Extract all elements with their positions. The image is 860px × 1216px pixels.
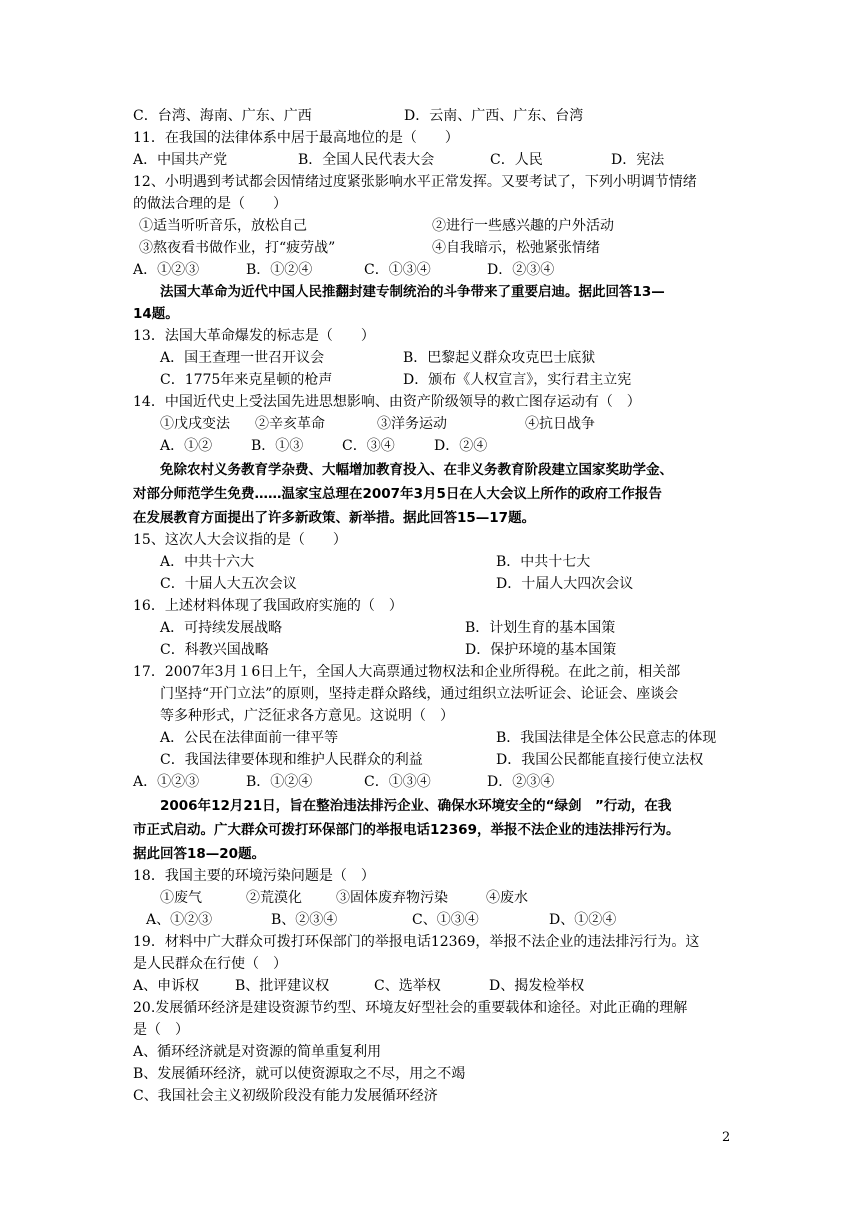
- choice-2: ②进行一些感兴趣的户外活动: [432, 218, 614, 234]
- option-d: D．保护环境的基本国策: [465, 642, 617, 658]
- option-b: B．巴黎起义群众攻克巴士底狱: [403, 350, 596, 366]
- option-c: C、我国社会主义初级阶段没有能力发展循环经济: [133, 1088, 438, 1104]
- option-d: D．十届人大四次会议: [496, 576, 634, 592]
- option-c: C．台湾、海南、广东、广西: [133, 108, 312, 124]
- option-a: A．①②: [160, 438, 213, 454]
- material-paragraph-cont: 对部分师范学生免费……温家宝总理在2007年3月5日在人大会议上所作的政府工作报告: [133, 486, 662, 502]
- option-b: B．①②④: [246, 262, 313, 278]
- option-d: D、揭发检举权: [489, 978, 585, 994]
- option-d: D、①②④: [549, 912, 617, 928]
- question-17-cont: 门坚持“开门立法”的原则，坚持走群众路线，通过组织立法听证会、论证会、座谈会: [160, 686, 679, 702]
- option-a: A、申诉权: [133, 978, 200, 994]
- option-b: B．我国法律是全体公民意志的体现: [496, 730, 717, 746]
- material-paragraph-cont: 据此回答18—20题。: [133, 846, 266, 862]
- question-19-cont: 是人民群众在行使（ ）: [133, 956, 287, 972]
- option-c: C．我国法律要体现和维护人民群众的利益: [160, 752, 423, 768]
- question-12: 12、小明遇到考试都会因情绪过度紧张影响水平正常发挥。又要考试了，下列小明调节情绪: [133, 174, 697, 190]
- question-18: 18．我国主要的环境污染问题是（ ）: [133, 868, 375, 884]
- option-c: C．科教兴国战略: [160, 642, 269, 658]
- option-c: C．十届人大五次会议: [160, 576, 297, 592]
- option-d: D．②④: [434, 438, 488, 454]
- option-a: A．中共十六大: [160, 554, 255, 570]
- option-a: A、①②③: [146, 912, 213, 928]
- choice-3: ③固体废弃物污染: [336, 890, 448, 906]
- option-b: B、批评建议权: [235, 978, 330, 994]
- option-a: A．可持续发展战略: [160, 620, 283, 636]
- material-paragraph-cont: 14题。: [133, 306, 179, 322]
- option-c: C、①③④: [412, 912, 479, 928]
- option-b: B、发展循环经济，就可以使资源取之不尽，用之不竭: [133, 1066, 466, 1082]
- choice-2: ②辛亥革命: [255, 416, 325, 432]
- option-b: B．全国人民代表大会: [298, 152, 435, 168]
- option-c: C．①③④: [364, 774, 431, 790]
- option-d: D．云南、广西、广东、台湾: [404, 108, 584, 124]
- question-12-cont: 的做法合理的是（ ）: [133, 196, 287, 212]
- choice-1: ①适当听听音乐，放松自己: [139, 218, 307, 234]
- option-a: A．①②③: [133, 774, 200, 790]
- option-c: C、选举权: [374, 978, 441, 994]
- question-13: 13．法国大革命爆发的标志是（ ）: [133, 328, 375, 344]
- choice-4: ④抗日战争: [525, 416, 595, 432]
- choice-3: ③熬夜看书做作业，打“疲劳战”: [139, 240, 336, 256]
- question-11: 11．在我国的法律体系中居于最高地位的是（ ）: [133, 130, 459, 146]
- page-number: 2: [722, 1130, 731, 1145]
- option-b: B．①③: [251, 438, 304, 454]
- choice-3: ③洋务运动: [377, 416, 447, 432]
- material-paragraph: 免除农村义务教育学杂费、大幅增加教育投入、在非义务教育阶段建立国家奖助学金、: [160, 462, 673, 478]
- choice-1: ①戊戌变法: [160, 416, 230, 432]
- option-c: C．③④: [342, 438, 395, 454]
- material-paragraph: 法国大革命为近代中国人民推翻封建专制统治的斗争带来了重要启迪。据此回答13—: [160, 284, 665, 300]
- question-17-cont: 等多种形式，广泛征求各方意见。这说明（ ）: [160, 708, 454, 724]
- option-a: A．国王查理一世召开议会: [160, 350, 325, 366]
- question-19: 19．材料中广大群众可拨打环保部门的举报电话12369，举报不法企业的违法排污行为。这: [133, 934, 700, 950]
- option-c: C．1775年来克星顿的枪声: [160, 372, 333, 388]
- option-a: A．中国共产党: [133, 152, 228, 168]
- question-20: 20.发展循环经济是建设资源节约型、环境友好型社会的重要载体和途径。对此正确的理解: [133, 1000, 688, 1016]
- option-b: B．计划生育的基本国策: [465, 620, 616, 636]
- material-paragraph-cont: 市正式启动。广大群众可拨打环保部门的举报电话12369，举报不法企业的违法排污行为。: [133, 822, 680, 838]
- question-16: 16．上述材料体现了我国政府实施的（ ）: [133, 598, 403, 614]
- option-b: B、②③④: [271, 912, 338, 928]
- option-b: B．中共十七大: [496, 554, 591, 570]
- option-a: A．①②③: [133, 262, 200, 278]
- choice-1: ①废气: [160, 890, 202, 906]
- question-15: 15、这次人大会议指的是（ ）: [133, 532, 347, 548]
- option-a: A、循环经济就是对资源的简单重复利用: [133, 1044, 382, 1060]
- option-c: C．①③④: [364, 262, 431, 278]
- material-paragraph: 2006年12月21日，旨在整治违法排污企业、确保水环境安全的“绿剑 ”行动，在我: [160, 798, 672, 814]
- question-20-cont: 是（ ）: [133, 1022, 189, 1038]
- choice-4: ④自我暗示，松弛紧张情绪: [432, 240, 600, 256]
- material-paragraph-cont: 在发展教育方面提出了许多新政策、新举措。据此回答15—17题。: [133, 510, 536, 526]
- question-17: 17．2007年3月１6日上午，全国人大高票通过物权法和企业所得税。在此之前，相关部: [133, 664, 681, 680]
- question-14: 14．中国近代史上受法国先进思想影响、由资产阶级领导的救亡图存运动有（ ）: [133, 394, 641, 410]
- option-c: C．人民: [490, 152, 543, 168]
- option-d: D．宪法: [611, 152, 665, 168]
- option-b: B．①②④: [246, 774, 313, 790]
- choice-4: ④废水: [486, 890, 528, 906]
- choice-2: ②荒漠化: [246, 890, 302, 906]
- option-d: D．我国公民都能直接行使立法权: [496, 752, 704, 768]
- option-d: D．②③④: [487, 774, 555, 790]
- option-a: A．公民在法律面前一律平等: [160, 730, 339, 746]
- option-d: D．②③④: [487, 262, 555, 278]
- option-d: D．颁布《人权宣言》，实行君主立宪: [403, 372, 632, 388]
